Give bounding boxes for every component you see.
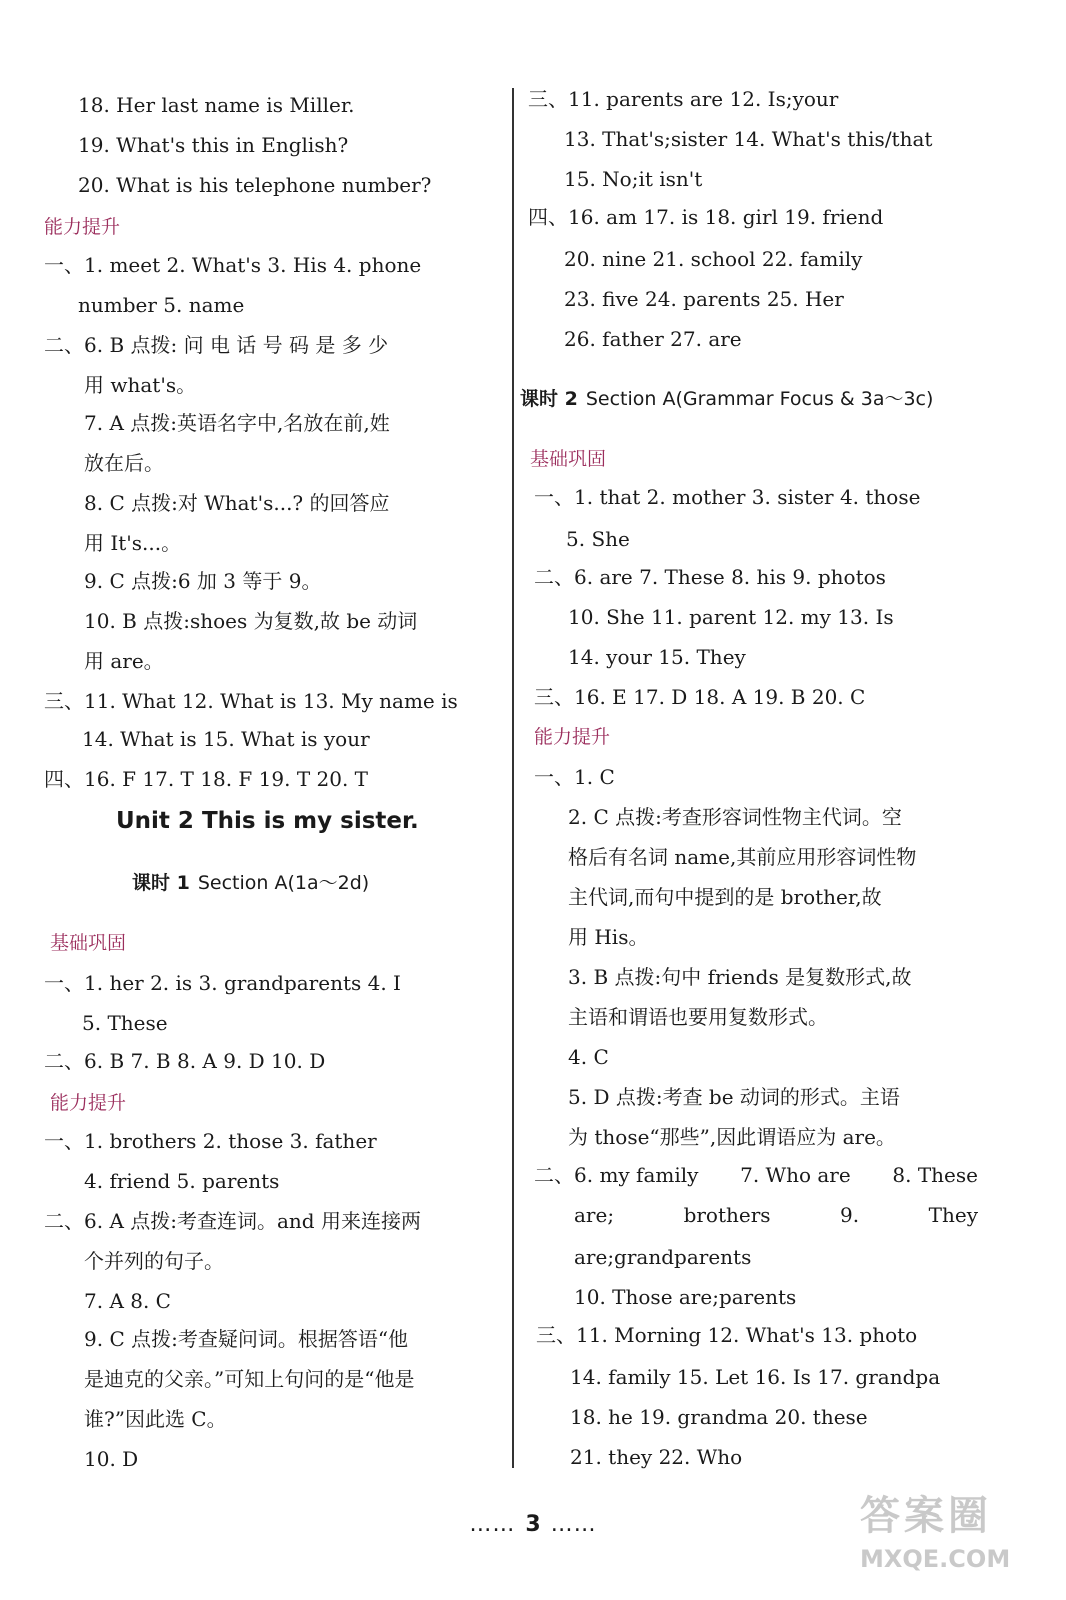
- answer-segment: brothers: [683, 1203, 771, 1227]
- answer-line: 7. A 点拨:英语名字中,名放在前,姓: [84, 411, 390, 435]
- answer-line: 7. A 8. C: [84, 1289, 171, 1313]
- answer-line: 8. C 点拨:对 What's...? 的回答应: [84, 491, 390, 515]
- answer-line: 一、1. her 2. is 3. grandparents 4. I: [44, 971, 401, 995]
- answer-segment: 9.: [840, 1203, 860, 1227]
- watermark-url: MXQE.COM: [860, 1545, 1011, 1573]
- answer-segment: They: [928, 1203, 978, 1227]
- answer-line: [534, 1162, 978, 1188]
- section-heading: 能力提升: [44, 216, 121, 238]
- answer-line: 14. your 15. They: [568, 645, 746, 669]
- answer-line: 四、16. am 17. is 18. girl 19. friend: [528, 205, 884, 229]
- answer-line: 9. C 点拨:6 加 3 等于 9。: [84, 569, 322, 593]
- lesson-title: [520, 386, 933, 412]
- answer-line: 主语和谓语也要用复数形式。: [568, 1005, 828, 1029]
- answer-line: 个并列的句子。: [84, 1249, 224, 1273]
- answer-line: 14. What is 15. What is your: [82, 727, 370, 751]
- answer-segment: are;: [574, 1203, 615, 1227]
- answer-line: 二、6. A 点拨:考查连词。and 用来连接两: [44, 1209, 421, 1233]
- answer-line: 10. B 点拨:shoes 为复数,故 be 动词: [84, 609, 418, 633]
- unit-title: Unit 2 This is my sister.: [116, 808, 419, 834]
- answer-line: 23. five 24. parents 25. Her: [564, 287, 844, 311]
- answer-line: 二、6. B 7. B 8. A 9. D 10. D: [44, 1049, 326, 1073]
- answer-line: 三、11. parents are 12. Is;your: [528, 87, 839, 111]
- answer-line: 26. father 27. are: [564, 327, 742, 351]
- answer-line: [574, 1202, 978, 1228]
- answer-line: 三、11. Morning 12. What's 13. photo: [536, 1323, 918, 1347]
- footer-dots: ……: [469, 1512, 516, 1537]
- answer-line: 放在后。: [84, 451, 164, 475]
- lesson-label: 课时 2: [520, 388, 578, 410]
- answer-line: 18. Her last name is Miller.: [78, 93, 355, 117]
- answer-line: 5. D 点拨:考查 be 动词的形式。主语: [568, 1085, 900, 1109]
- page-number: 3: [525, 1512, 541, 1537]
- answer-line: 三、11. What 12. What is 13. My name is: [44, 689, 458, 713]
- answer-line: number 5. name: [78, 293, 245, 317]
- answer-segment: 7. Who are: [740, 1163, 851, 1187]
- answer-line: 一、1. that 2. mother 3. sister 4. those: [534, 485, 921, 509]
- lesson-title: [132, 870, 369, 896]
- section-heading: 能力提升: [50, 1092, 127, 1114]
- answer-segment: 二、6. my family: [534, 1163, 699, 1187]
- answer-line: 15. No;it isn't: [564, 167, 703, 191]
- answer-line: are;grandparents: [574, 1245, 752, 1269]
- lesson-text: Section A(Grammar Focus & 3a～3c): [585, 388, 934, 410]
- answer-line: 10. Those are;parents: [574, 1285, 797, 1309]
- answer-line: 18. he 19. grandma 20. these: [570, 1405, 868, 1429]
- lesson-label: 课时 1: [132, 872, 190, 894]
- answer-line: 三、16. E 17. D 18. A 19. B 20. C: [534, 685, 866, 709]
- answer-line: 4. friend 5. parents: [84, 1169, 280, 1193]
- answer-line: 二、6. are 7. These 8. his 9. photos: [534, 565, 886, 589]
- answer-line: 14. family 15. Let 16. Is 17. grandpa: [570, 1365, 941, 1389]
- answer-line: 10. D: [84, 1447, 139, 1471]
- answer-line: 为 those“那些”,因此谓语应为 are。: [568, 1125, 896, 1149]
- answer-line: 4. C: [568, 1045, 609, 1069]
- column-divider: [512, 88, 514, 1468]
- answer-line: 四、16. F 17. T 18. F 19. T 20. T: [44, 767, 369, 791]
- answer-line: 一、1. meet 2. What's 3. His 4. phone: [44, 253, 422, 277]
- answer-line: 用 are。: [84, 649, 164, 673]
- answer-line: 一、1. C: [534, 765, 615, 789]
- answer-line: 一、1. brothers 2. those 3. father: [44, 1129, 377, 1153]
- section-heading: 基础巩固: [530, 448, 607, 470]
- footer-dots: ……: [550, 1512, 597, 1537]
- answer-line: 用 what's。: [84, 373, 197, 397]
- answer-line: 格后有名词 name,其前应用形容词性物: [568, 845, 917, 869]
- answer-line: 9. C 点拨:考查疑问词。根据答语“他: [84, 1327, 409, 1351]
- answer-line: 谁?”因此选 C。: [84, 1407, 227, 1431]
- section-heading: 能力提升: [534, 726, 611, 748]
- section-heading: 基础巩固: [50, 932, 127, 954]
- answer-line: 主代词,而句中提到的是 brother,故: [568, 885, 882, 909]
- answer-line: 10. She 11. parent 12. my 13. Is: [568, 605, 894, 629]
- watermark-logo: [860, 1488, 1060, 1593]
- watermark-text: 答案圈: [860, 1493, 992, 1539]
- answer-line: 3. B 点拨:句中 friends 是复数形式,故: [568, 965, 912, 989]
- answer-line: 用 It's...。: [84, 531, 182, 555]
- answer-line: 21. they 22. Who: [570, 1445, 743, 1469]
- answer-line: 2. C 点拨:考查形容词性物主代词。空: [568, 805, 902, 829]
- answer-line: 20. What is his telephone number?: [78, 173, 432, 197]
- answer-line: 13. That's;sister 14. What's this/that: [564, 127, 933, 151]
- answer-line: 二、6. B 点拨: 问 电 话 号 码 是 多 少: [44, 333, 389, 357]
- lesson-text: Section A(1a～2d): [197, 872, 370, 894]
- answer-line: 19. What's this in English?: [78, 133, 349, 157]
- answer-line: 5. These: [82, 1011, 168, 1035]
- answer-line: 是迪克的父亲。”可知上句问的是“他是: [84, 1367, 415, 1391]
- answer-line: 20. nine 21. school 22. family: [564, 247, 863, 271]
- answer-line: 用 His。: [568, 925, 649, 949]
- answer-line: 5. She: [566, 527, 630, 551]
- answer-segment: 8. These: [892, 1163, 978, 1187]
